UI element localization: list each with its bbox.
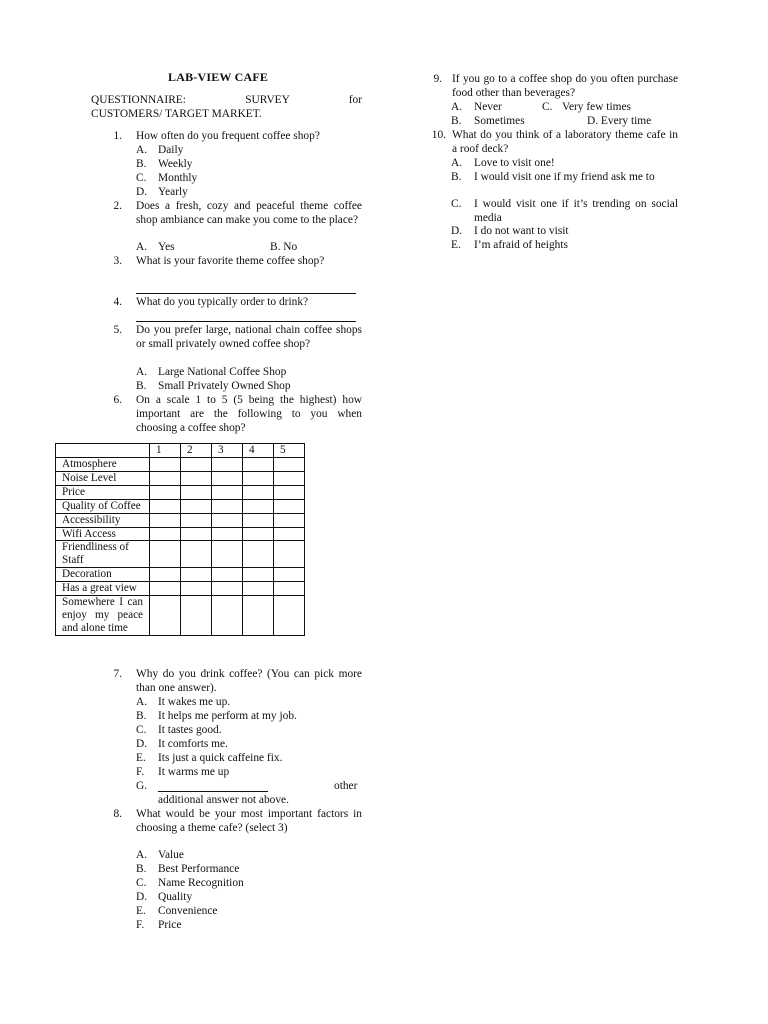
rating-header-4: 4 xyxy=(243,444,274,458)
rating-row-has-a-great-view xyxy=(56,582,305,596)
question-1-number: 1. xyxy=(113,130,122,142)
question-5-option-b: Small Privately Owned Shop xyxy=(158,380,291,392)
rating-cell[interactable] xyxy=(150,458,181,472)
rating-cell[interactable] xyxy=(150,527,181,541)
question-1-option-d-letter: D. xyxy=(136,186,148,198)
rating-cell[interactable] xyxy=(274,458,305,472)
rating-cell[interactable] xyxy=(243,527,274,541)
rating-cell[interactable] xyxy=(150,513,181,527)
question-5-option-a-letter: A. xyxy=(136,366,148,378)
question-7-text: Why do you drink coffee? (You can pick more than one answer). xyxy=(136,668,362,694)
rating-row-label: Atmosphere xyxy=(56,458,150,472)
rating-header-3: 3 xyxy=(212,444,243,458)
intro-line-2: CUSTOMERS/ TARGET MARKET. xyxy=(91,108,262,120)
question-5-text: Do you prefer large, national chain coffee shops or small privately owned coffee shop? xyxy=(136,324,362,350)
question-10-option-c-letter: C. xyxy=(451,198,462,210)
question-7-option-d: It comforts me. xyxy=(158,738,228,750)
rating-cell[interactable] xyxy=(150,568,181,582)
rating-cell[interactable] xyxy=(181,471,212,485)
question-9-option-c-letter: C. xyxy=(542,101,553,113)
question-9-number: 9. xyxy=(433,73,442,85)
question-10-option-b-letter: B. xyxy=(451,171,462,183)
rating-cell[interactable] xyxy=(243,596,274,636)
question-9-option-d: D. Every time xyxy=(587,115,652,127)
question-7-option-e: Its just a quick caffeine fix. xyxy=(158,752,283,764)
rating-row-label: Decoration xyxy=(56,568,150,582)
question-5-number: 5. xyxy=(113,324,122,336)
question-7-option-f-letter: F. xyxy=(136,766,145,778)
rating-header-5: 5 xyxy=(274,444,305,458)
question-8-option-c-letter: C. xyxy=(136,877,147,889)
rating-cell[interactable] xyxy=(274,596,305,636)
rating-cell[interactable] xyxy=(243,541,274,568)
question-2-text: Does a fresh, cozy and peaceful theme coffee shop ambiance can make you come to the place? xyxy=(136,200,362,226)
rating-cell[interactable] xyxy=(212,582,243,596)
rating-cell[interactable] xyxy=(212,499,243,513)
question-5-option-b-letter: B. xyxy=(136,380,147,392)
question-7-other-answer-line[interactable] xyxy=(158,791,268,792)
rating-row-decoration xyxy=(56,568,305,582)
rating-cell[interactable] xyxy=(212,458,243,472)
question-10-option-e: I’m afraid of heights xyxy=(474,239,568,251)
rating-cell[interactable] xyxy=(274,541,305,568)
rating-cell[interactable] xyxy=(212,527,243,541)
rating-cell[interactable] xyxy=(181,485,212,499)
question-7-option-g-letter: G. xyxy=(136,780,148,792)
rating-table-corner-cell xyxy=(56,444,150,458)
question-7-number: 7. xyxy=(113,668,122,680)
question-1-option-c-letter: C. xyxy=(136,172,147,184)
rating-cell[interactable] xyxy=(274,485,305,499)
question-10-option-e-letter: E. xyxy=(451,239,461,251)
rating-cell[interactable] xyxy=(212,485,243,499)
rating-cell[interactable] xyxy=(212,513,243,527)
question-7-option-e-letter: E. xyxy=(136,752,146,764)
question-8-option-b: Best Performance xyxy=(158,863,240,875)
rating-cell[interactable] xyxy=(243,499,274,513)
question-1-option-a-letter: A. xyxy=(136,144,148,156)
question-3-number: 3. xyxy=(113,255,122,267)
question-8-option-e-letter: E. xyxy=(136,905,146,917)
question-4-text: What do you typically order to drink? xyxy=(136,296,309,308)
rating-row-label: Quality of Coffee xyxy=(56,499,150,513)
question-9-option-b-letter: B. xyxy=(451,115,462,127)
question-4-number: 4. xyxy=(113,296,122,308)
rating-cell[interactable] xyxy=(150,499,181,513)
rating-table xyxy=(55,443,305,636)
rating-row-noise-level xyxy=(56,471,305,485)
rating-cell[interactable] xyxy=(150,541,181,568)
question-9-option-b: Sometimes xyxy=(474,115,525,127)
question-4-answer-line[interactable] xyxy=(136,321,356,322)
question-5-option-a: Large National Coffee Shop xyxy=(158,366,287,378)
question-10-option-a: Love to visit one! xyxy=(474,157,555,169)
question-8-option-f-letter: F. xyxy=(136,919,145,931)
rating-cell[interactable] xyxy=(150,582,181,596)
rating-cell[interactable] xyxy=(212,471,243,485)
question-7-option-d-letter: D. xyxy=(136,738,148,750)
rating-cell[interactable] xyxy=(181,596,212,636)
question-8-text: What would be your most important factors in choosing a theme cafe? (select 3) xyxy=(136,808,362,834)
rating-cell[interactable] xyxy=(274,499,305,513)
question-1-option-a: Daily xyxy=(158,144,184,156)
question-9-text: If you go to a coffee shop do you often purchase food other than beverages? xyxy=(452,73,678,99)
rating-header-1: 1 xyxy=(150,444,181,458)
rating-cell[interactable] xyxy=(243,568,274,582)
question-8-option-a: Value xyxy=(158,849,184,861)
rating-cell[interactable] xyxy=(212,541,243,568)
rating-table-header-row xyxy=(56,444,305,458)
rating-cell[interactable] xyxy=(243,513,274,527)
question-8-number: 8. xyxy=(113,808,122,820)
question-7-option-c-letter: C. xyxy=(136,724,147,736)
rating-row-label: Accessibility xyxy=(56,513,150,527)
question-10-text: What do you think of a laboratory theme cafe in a roof deck? xyxy=(452,129,678,155)
question-9-option-c: Very few times xyxy=(562,101,631,113)
question-10-option-d-letter: D. xyxy=(451,225,463,237)
rating-cell[interactable] xyxy=(274,527,305,541)
question-8-option-e: Convenience xyxy=(158,905,218,917)
rating-cell[interactable] xyxy=(243,485,274,499)
rating-cell[interactable] xyxy=(274,471,305,485)
question-10-option-d: I do not want to visit xyxy=(474,225,569,237)
question-2-option-a: Yes xyxy=(158,241,175,253)
question-1-option-b: Weekly xyxy=(158,158,193,170)
question-1-text: How often do you frequent coffee shop? xyxy=(136,130,320,142)
question-7-option-f: It warms me up xyxy=(158,766,230,778)
rating-row-label: Price xyxy=(56,485,150,499)
question-7-option-a-letter: A. xyxy=(136,696,148,708)
question-2-option-b: B. No xyxy=(270,241,298,253)
question-7-option-g-other: other xyxy=(334,780,358,792)
question-8-option-b-letter: B. xyxy=(136,863,147,875)
question-8-option-f: Price xyxy=(158,919,182,931)
rating-cell[interactable] xyxy=(212,596,243,636)
rating-cell[interactable] xyxy=(181,527,212,541)
question-8-option-a-letter: A. xyxy=(136,849,148,861)
intro-line-1: QUESTIONNAIRE: SURVEY for xyxy=(91,94,362,106)
question-6-text: On a scale 1 to 5 (5 being the highest) how important are the following to you when choosing a coffee shop? xyxy=(136,394,362,434)
question-10-number: 10. xyxy=(431,129,446,141)
question-10-option-b: I would visit one if my friend ask me to xyxy=(474,171,655,183)
rating-cell[interactable] xyxy=(181,541,212,568)
question-1-option-c: Monthly xyxy=(158,172,198,184)
rating-row-price xyxy=(56,485,305,499)
rating-row-label: Wifi Access xyxy=(56,527,150,541)
question-7-option-b-letter: B. xyxy=(136,710,147,722)
question-1-option-d: Yearly xyxy=(158,186,188,198)
question-7-option-a: It wakes me up. xyxy=(158,696,231,708)
rating-row-wifi-access xyxy=(56,527,305,541)
rating-cell[interactable] xyxy=(243,582,274,596)
rating-cell[interactable] xyxy=(150,485,181,499)
question-10-option-a-letter: A. xyxy=(451,157,463,169)
rating-row-accessibility xyxy=(56,513,305,527)
rating-cell[interactable] xyxy=(150,471,181,485)
question-7-option-g-text: additional answer not above. xyxy=(158,794,289,806)
rating-cell[interactable] xyxy=(181,499,212,513)
question-7-option-c: It tastes good. xyxy=(158,724,222,736)
question-9-option-a: Never xyxy=(474,101,502,113)
rating-cell[interactable] xyxy=(243,471,274,485)
question-6-number: 6. xyxy=(113,394,122,406)
question-2-number: 2. xyxy=(113,200,122,212)
rating-cell[interactable] xyxy=(181,568,212,582)
question-1-option-b-letter: B. xyxy=(136,158,147,170)
rating-cell[interactable] xyxy=(274,513,305,527)
rating-header-2: 2 xyxy=(181,444,212,458)
question-7-option-b: It helps me perform at my job. xyxy=(158,710,297,722)
rating-row-label: Somewhere I can enjoy my peace and alone time xyxy=(56,596,150,636)
rating-cell[interactable] xyxy=(212,568,243,582)
rating-row-peace-and-alone-time xyxy=(56,596,305,636)
question-9-option-a-letter: A. xyxy=(451,101,463,113)
rating-row-label: Has a great view xyxy=(56,582,150,596)
rating-cell[interactable] xyxy=(243,458,274,472)
question-8-option-d: Quality xyxy=(158,891,193,903)
question-8-option-c: Name Recognition xyxy=(158,877,244,889)
document-title: LAB-VIEW CAFE xyxy=(168,70,269,84)
rating-row-atmosphere xyxy=(56,458,305,472)
rating-cell[interactable] xyxy=(150,596,181,636)
rating-cell[interactable] xyxy=(274,582,305,596)
rating-cell[interactable] xyxy=(274,568,305,582)
rating-row-quality-of-coffee xyxy=(56,499,305,513)
rating-row-label: Friendliness of Staff xyxy=(56,541,150,568)
question-8-option-d-letter: D. xyxy=(136,891,148,903)
rating-cell[interactable] xyxy=(181,458,212,472)
question-3-answer-line[interactable] xyxy=(136,293,356,294)
question-2-option-a-letter: A. xyxy=(136,241,148,253)
question-3-text: What is your favorite theme coffee shop? xyxy=(136,255,325,267)
rating-cell[interactable] xyxy=(181,582,212,596)
rating-cell[interactable] xyxy=(181,513,212,527)
rating-row-friendliness-of-staff xyxy=(56,541,305,568)
rating-row-label: Noise Level xyxy=(56,471,150,485)
question-10-option-c: I would visit one if it’s trending on social media xyxy=(474,198,678,224)
